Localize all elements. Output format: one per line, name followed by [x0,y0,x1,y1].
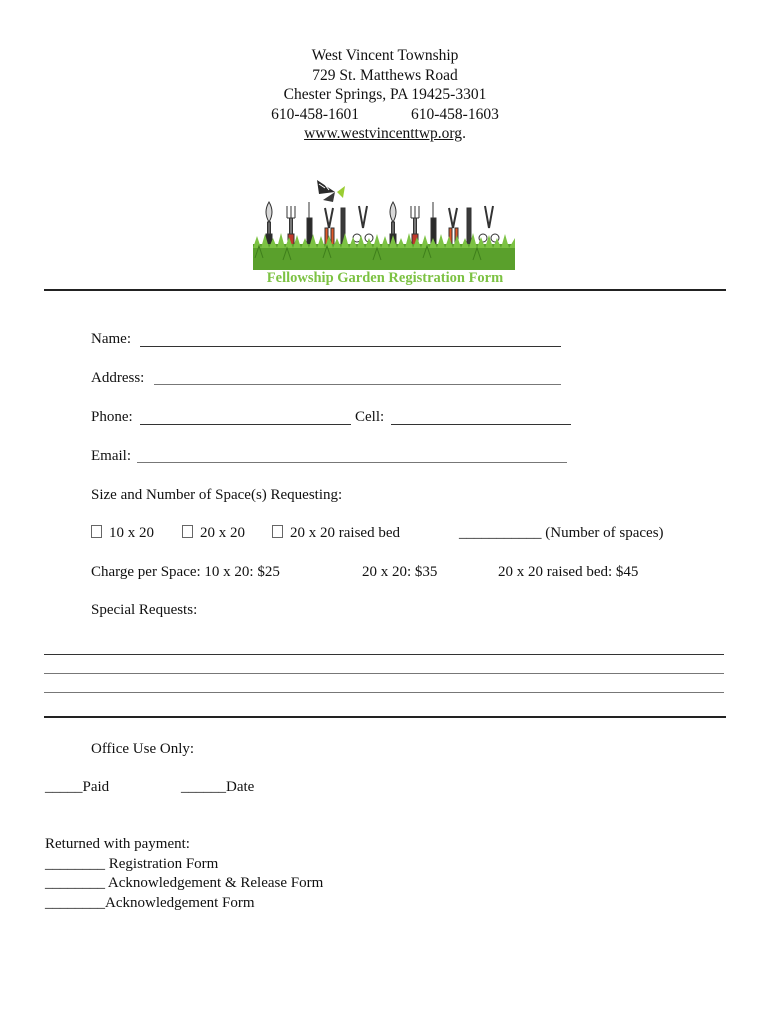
garden-tools-banner-image [253,178,515,270]
office-use-heading: Office Use Only: [91,741,195,757]
special-requests-line-1[interactable] [44,654,724,655]
cell-field[interactable] [391,424,571,425]
butterfly-icon [317,180,345,202]
charge-10x20: Charge per Space: 10 x 20: $25 [91,564,280,580]
number-of-spaces-label: (Number of spaces) [545,525,664,541]
number-of-spaces-blank[interactable]: ___________ [459,525,542,541]
header-divider [44,289,726,291]
checkbox-raised-bed[interactable] [272,525,283,538]
charge-20x20: 20 x 20: $35 [362,564,438,580]
paid-field[interactable]: _____Paid [45,779,110,795]
special-requests-label: Special Requests: [91,602,198,618]
email-label: Email: [91,448,131,464]
address-field[interactable] [154,384,561,385]
name-label: Name: [91,331,131,347]
option-10x20[interactable] [91,525,154,542]
checkbox-20x20[interactable] [182,525,193,538]
phone-field[interactable] [140,424,351,425]
township-street: 729 St. Matthews Road [312,66,458,84]
option-20x20-label: 20 x 20 [200,525,245,541]
township-phones [0,105,770,125]
address-label: Address: [91,370,145,386]
township-header [0,46,770,144]
township-website-line [0,124,770,144]
office-divider [44,716,726,718]
option-raised-bed[interactable] [272,525,400,542]
returned-heading: Returned with payment: [45,836,190,852]
email-field[interactable] [137,462,567,463]
option-raised-bed-label: 20 x 20 raised bed [290,525,400,541]
space-heading: Size and Number of Space(s) Requesting: [91,487,343,503]
special-requests-line-3[interactable] [44,692,724,693]
form-title: Fellowship Garden Registration Form [266,270,504,286]
phone-label: Phone: [91,409,133,425]
acknowledgement-form-item[interactable]: ________Acknowledgement Form [45,895,255,911]
release-form-item[interactable]: ________ Acknowledgement & Release Form [45,875,324,891]
township-name: West Vincent Township [311,47,459,64]
website-period: . [462,125,466,142]
date-field[interactable]: ______Date [181,779,255,795]
phone-number-2: 610-458-1603 [411,105,499,123]
registration-form-item[interactable]: ________ Registration Form [45,856,219,872]
number-of-spaces[interactable] [459,525,664,542]
township-website-link[interactable]: www.westvincenttwp.org [304,125,463,142]
phone-number-1: 610-458-1601 [271,105,359,123]
charge-raised-bed: 20 x 20 raised bed: $45 [498,564,639,580]
special-requests-line-2[interactable] [44,673,724,674]
checkbox-10x20[interactable] [91,525,102,538]
township-city: Chester Springs, PA 19425-3301 [283,86,487,103]
option-10x20-label: 10 x 20 [109,525,154,541]
cell-label: Cell: [355,409,385,425]
option-20x20[interactable] [182,525,245,542]
name-field[interactable] [140,346,561,347]
